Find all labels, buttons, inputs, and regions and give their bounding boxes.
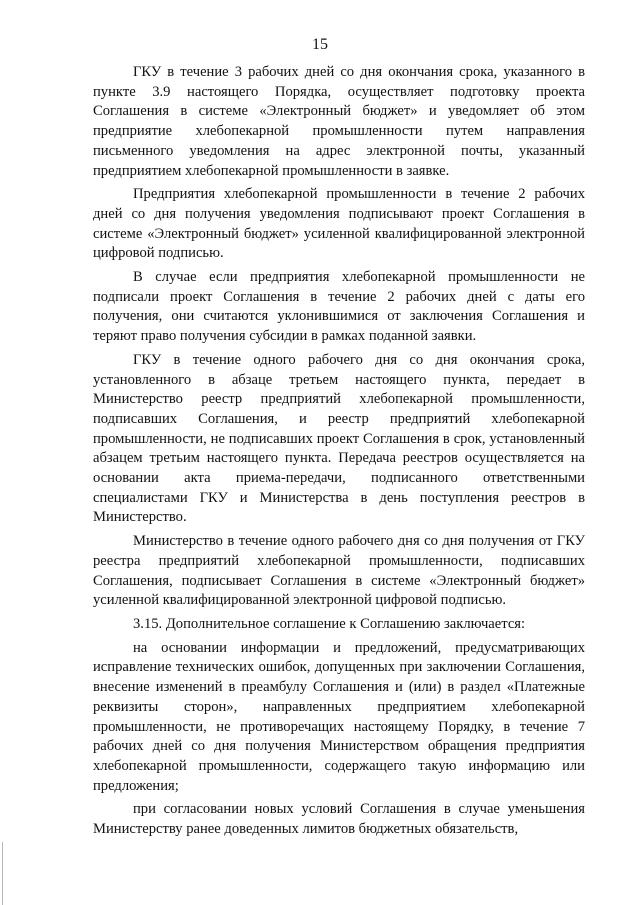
paragraph-technical-errors: на основании информации и предложений, предусматривающих исправление технических ошибок, допущенных при заключении Соглашения, внесение изменений в преамбулу Соглашения и (или) в раздел «Платежные реквизиты сторон», направленных предприятием хлебопекарной промышленности, не противоречащих настоящему Порядку, в течение 7 рабочих дней со дня получения Министерством обращения предприятия хлебопекарной промышленности, содержащего такую информацию или предложения; [93, 639, 585, 794]
paragraph-new-conditions: при согласовании новых условий Соглашения в случае уменьшения Министерству ранее доведенных лимитов бюджетных обязательств, [93, 801, 585, 838]
scan-edge-line [2, 842, 3, 905]
paragraph-ministry-signs: Министерство в течение одного рабочего дня со дня получения от ГКУ реестра предприятий хлебопекарной промышленности, подписавших Соглашения, подписывает Соглашения в системе «Электронный бюджет» усиленной квалифицированной электронной цифровой подписью. [93, 533, 585, 609]
document-body [93, 63, 585, 840]
paragraph-enterprises-sign: Предприятия хлебопекарной промышленности в течение 2 рабочих дней со дня получения уведомления подписывают проект Соглашения в системе «Электронный бюджет» усиленной квалифицированной электронной цифровой подписью. [93, 186, 585, 262]
paragraph-3-15-heading: 3.15. Дополнительное соглашение к Соглашению заключается: [133, 615, 526, 632]
paragraph-failure-to-sign: В случае если предприятия хлебопекарной промышленности не подписали проект Соглашения в течение 2 рабочих дней с даты его получения, они считаются уклонившимися от заключения Соглашения и теряют право получения субсидии в рамках поданной заявки. [93, 269, 585, 345]
paragraph-gku-prepares-agreement: ГКУ в течение 3 рабочих дней со дня окончания срока, указанного в пункте 3.9 настоящего Порядка, осуществляет подготовку проекта Соглашения в системе «Электронный бюджет» и уведомляет об этом предприятие хлебопекарной промышленности путем направления письменного уведомления на адрес электронной почты, указанный предприятием хлебопекарной промышленности в заявке. [93, 64, 585, 179]
paragraph-gku-transfers-registers: ГКУ в течение одного рабочего дня со дня окончания срока, установленного в абзаце третьем настоящего пункта, передает в Министерство реестр предприятий хлебопекарной промышленности, подписавших Соглашения, и реестр предприятий хлебопекарной промышленности, не подписавших проект Соглашения в срок, установленный абзацем третьим настоящего пункта. Передача реестров осуществляется на основании акта приема-передачи, подписанного ответственными специалистами ГКУ и Министерства в день поступления реестров в Министерство. [93, 351, 585, 526]
page-number: 15 [312, 36, 328, 53]
